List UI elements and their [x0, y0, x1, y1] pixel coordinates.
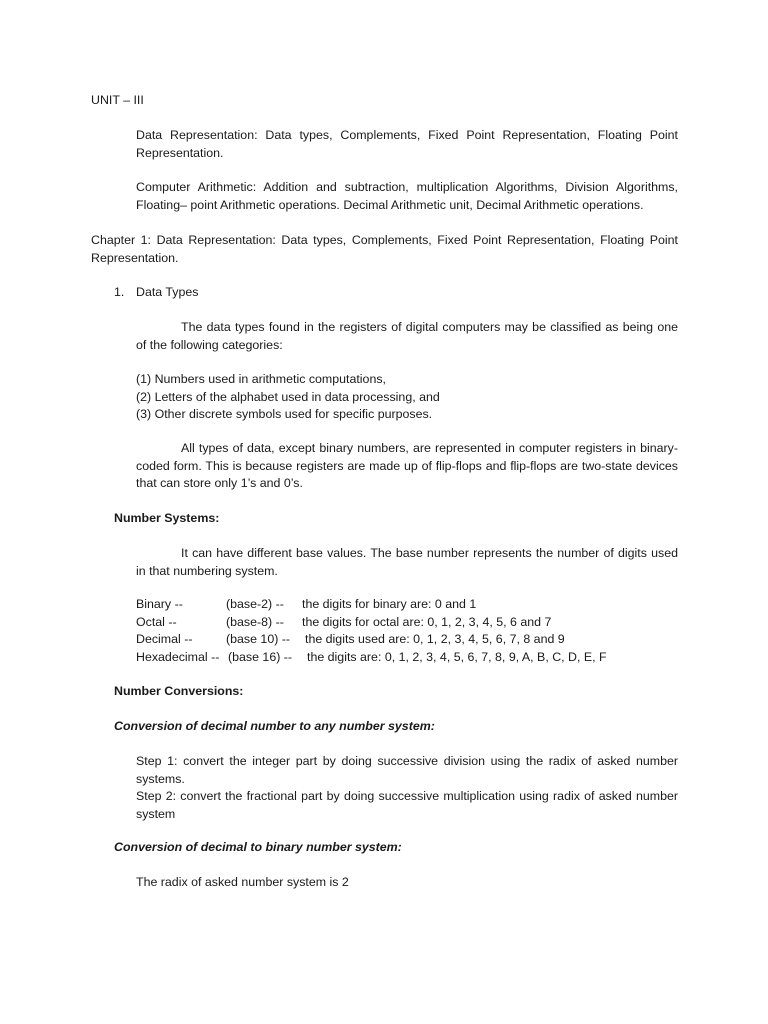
unit-heading: UNIT – III [91, 93, 144, 107]
list-item: (3) Other discrete symbols used for specific purposes. [136, 407, 433, 421]
chapter-heading: Chapter 1: Data Representation: Data types, Complements, Fixed Point Representation, Floating Point Representation. [91, 233, 678, 265]
system-name: Octal -- [136, 614, 177, 629]
number-systems-paragraph: It can have different base values. The base number represents the number of digits used in that numbering system. [136, 546, 678, 578]
section-number: 1. [114, 285, 125, 299]
system-name: Binary -- [136, 597, 183, 611]
number-systems-heading: Number Systems: [114, 511, 220, 525]
system-name: Hexadecimal -- [136, 649, 220, 664]
system-digits: the digits used are: 0, 1, 2, 3, 4, 5, 6, 7, 8 and 9 [305, 632, 565, 646]
conversion-binary-subheading: Conversion of decimal to binary number system: [114, 840, 402, 854]
intro-data-representation: Data Representation: Data types, Complements, Fixed Point Representation, Floating Point Representation. [136, 128, 678, 160]
conversion-any-subheading: Conversion of decimal number to any number system: [114, 719, 435, 733]
binary-coded-paragraph: All types of data, except binary numbers, are represented in computer registers in binary-coded form. This is because registers are made up of flip-flops and flip-flops are two-state devices that can store only 1’s and 0’s. [136, 441, 678, 490]
number-conversions-heading: Number Conversions: [114, 684, 244, 698]
system-base: (base-2) -- [226, 597, 284, 611]
intro-computer-arithmetic: Computer Arithmetic: Addition and subtraction, multiplication Algorithms, Division Algorithms, Floating– point Arithmetic operations. Decimal Arithmetic unit, Decimal Arithmetic operations. [136, 180, 678, 212]
system-digits: the digits are: 0, 1, 2, 3, 4, 5, 6, 7, 8, 9, A, B, C, D, E, F [307, 649, 607, 664]
radix-note: The radix of asked number system is 2 [136, 875, 349, 889]
data-types-paragraph: The data types found in the registers of digital computers may be classified as being one of the following categories: [136, 320, 678, 352]
system-base: (base 16) -- [228, 649, 293, 664]
system-digits: the digits for binary are: 0 and 1 [302, 597, 477, 611]
step-1: Step 1: convert the integer part by doing successive division using the radix of asked number systems. [136, 754, 678, 786]
list-item: (2) Letters of the alphabet used in data processing, and [136, 389, 440, 404]
number-systems-table [136, 596, 678, 668]
section-title: Data Types [136, 285, 199, 299]
step-2: Step 2: convert the fractional part by doing successive multiplication using radix of asked number system [136, 789, 678, 821]
system-base: (base-8) -- [226, 614, 284, 629]
system-name: Decimal -- [136, 632, 193, 646]
list-item: (1) Numbers used in arithmetic computations, [136, 372, 386, 386]
system-digits: the digits for octal are: 0, 1, 2, 3, 4, 5, 6 and 7 [302, 614, 552, 629]
section-heading-data-types [114, 284, 199, 302]
data-types-list [136, 371, 440, 424]
system-base: (base 10) -- [226, 632, 291, 646]
